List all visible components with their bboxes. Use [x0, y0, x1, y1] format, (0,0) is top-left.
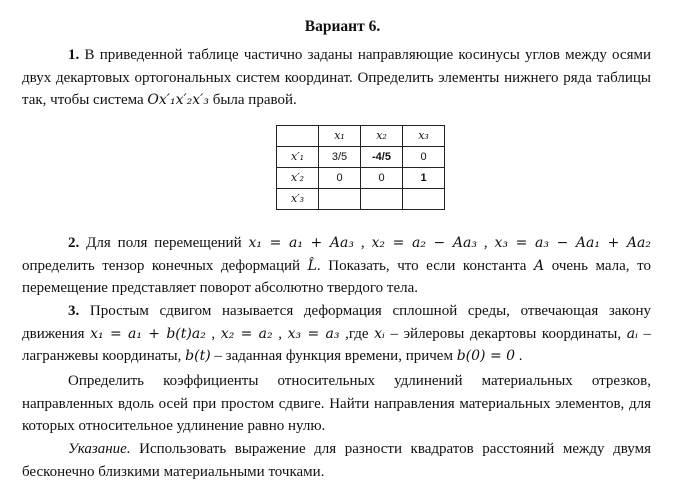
problem-3-text4: – заданная функция времени, причем — [210, 348, 457, 364]
row-header-x2-prime: x′₂ — [277, 168, 319, 189]
col-header-x2: x₂ — [361, 126, 403, 147]
problem-2-eq3: x₃ = a₃ − Aa₁ + Aa₂ — [494, 235, 651, 251]
problem-1-paragraph — [22, 44, 651, 112]
row-header-x3-prime: x′₃ — [277, 189, 319, 210]
hint-text: Использовать выражение для разности квадратов расстояний между двумя бесконечно близкими материальными точками. — [22, 441, 651, 480]
task-paragraph: Определить коэффициенты относительных удлинений материальных отрезков, направленных вдоль осей при простом сдвиге. Найти направления материальных элементов, для которых относительное удлинение равно нулю. — [22, 373, 651, 434]
table-corner-cell — [277, 126, 319, 147]
problem-2-paragraph: 2. Для поля перемещений x₁ = a₁ + Aa₃ , x₂ = a₂ − Aa₃ , x₃ = a₃ − Aa₁ + Aa₂ определить тензор конечных деформаций L̂. Показать, что если константа A очень мала, то перемещение представляет поворот абсолютно твердого тела. — [22, 235, 651, 296]
problem-2-text-end: очень мала, то перемещение представляет поворот абсолютно твердого тела. — [22, 257, 651, 296]
problem-3-text3: – лагранжевы координаты, — [22, 325, 652, 364]
hint-paragraph — [22, 438, 651, 483]
problem-2-text-mid2: . Показать, что если константа — [316, 257, 535, 274]
problem-3-bt: b(t) — [185, 348, 211, 364]
table-header-row — [277, 126, 445, 147]
problem-2-tensor: L̂ — [307, 257, 317, 274]
problem-3-eq1: x₁ = a₁ + b(t)a₂ — [90, 325, 206, 342]
row-header-x1-prime: x′₁ — [277, 147, 319, 168]
problem-1-number: 1. — [68, 47, 80, 63]
table-cell: 0 — [403, 147, 445, 168]
problem-3-text1: Простым сдвигом называется деформация сплошной среды, отвечающая закону движения — [22, 303, 651, 342]
variant-title: Вариант 6. — [304, 18, 381, 35]
col-header-x3: x₃ — [403, 126, 445, 147]
table-cell-empty — [319, 189, 361, 210]
problem-3-text2: – эйлеровы декартовы координаты, — [384, 325, 627, 342]
hint-label: Указание. — [68, 441, 131, 457]
problem-3-eq3: x₃ = a₃ — [287, 325, 340, 342]
problem-3-text5: . — [515, 348, 523, 364]
table-cell: 3/5 — [319, 147, 361, 168]
problem-3-number: 3. — [68, 303, 80, 319]
problem-2-text-mid: определить тензор конечных деформаций — [22, 257, 308, 274]
table-cell-empty — [361, 189, 403, 210]
problem-3-eq2: x₂ = a₂ — [220, 325, 273, 342]
direction-cosines-table — [276, 125, 445, 210]
col-header-x1: x₁ — [319, 126, 361, 147]
problem-1-text: В приведенной таблице частично заданы направляющие косинусы углов между осями двух декартовых ортогональных систем координат. Определить элементы нижнего ряда таблицы так, чтобы система — [22, 47, 651, 108]
table-row — [277, 189, 445, 210]
table-cell: 0 — [361, 168, 403, 189]
table-row — [277, 168, 445, 189]
problem-1-system: Ox′₁x′₂x′₃ — [147, 92, 209, 108]
problem-2-lead: Для поля перемещений — [79, 235, 249, 251]
problem-2-eq2: x₂ = a₂ − Aa₃ — [371, 235, 477, 251]
table-cell-empty — [403, 189, 445, 210]
table-cell: -4/5 — [361, 147, 403, 168]
problem-2-eq1: x₁ = a₁ + Aa₃ — [248, 235, 354, 251]
problem-1-text-after: была правой. — [208, 92, 297, 108]
table-cell: 0 — [319, 168, 361, 189]
table-cell: 1 — [403, 168, 445, 189]
table-row — [277, 147, 445, 168]
problem-2-number: 2. — [68, 235, 80, 251]
problem-3-gde: где — [348, 325, 375, 342]
problem-2-const: A — [534, 257, 545, 274]
problem-3-xi: xᵢ — [374, 325, 385, 342]
problem-3-b0: b(0) = 0 — [456, 348, 516, 364]
problem-3-ai: aᵢ — [626, 325, 638, 342]
problem-3-paragraph: 3. Простым сдвигом называется деформация сплошной среды, отвечающая закону движения x₁ = a₁ + b(t)a₂ , x₂ = a₂ , x₃ = a₃ ,где xᵢ – эйлеровы декартовы координаты, aᵢ – лагранжевы координаты, b(t) – заданная функция времени, причем b(0) = 0 . — [22, 303, 652, 364]
